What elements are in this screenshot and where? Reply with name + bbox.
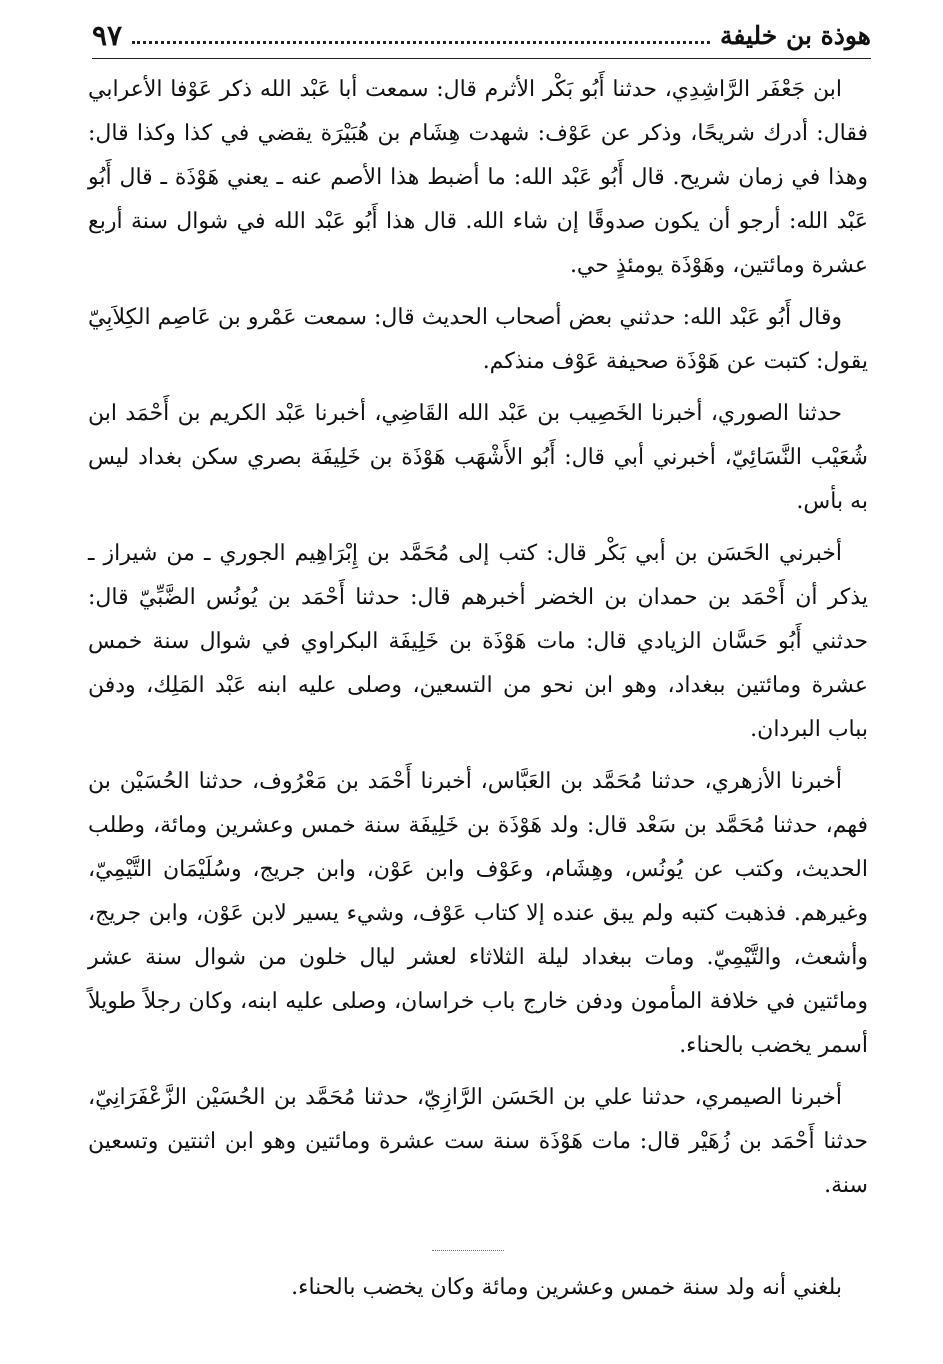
paragraph-4: أخبرني الحَسَن بن أبي بَكْر قال: كتب إلى مُحَمَّد بن إِبْرَاهِيم الجوري ـ من شيراز ـ يذكر أن أَحْمَد بن حمدان بن الخضر أخبرهم قال: حدثنا أَحْمَد بن يُونُس الضَّبِّيّ قال: حدثني أَبُو حَسَّان الزيادي قال: مات هَوْذَة بن خَلِيفَة البكراوي في شوال سنة خمس عشرة ومائتين ببغداد، وهو ابن نحو من التسعين، وصلى عليه ابنه عَبْد المَلِك، ودفن بباب البردان. [88,541,868,742]
paragraph-6: أخبرنا الصيمري، حدثنا علي بن الحَسَن الرَّازِيّ، حدثنا مُحَمَّد بن الحُسَيْن الزَّعْفَرَانِيّ، حدثنا أَحْمَد بن زُهَيْر قال: مات هَوْذَة سنة ست عشرة ومائتين وهو ابن اثنتين وتسعين سنة. [88,1085,868,1198]
paragraph-2: وقال أَبُو عَبْد الله: حدثني بعض أصحاب الحديث قال: سمعت عَمْرو بن عَاصِم الكِلاَبِيّ يقول: كتبت عن هَوْذَة صحيفة عَوْف منذكم. [88,305,868,374]
footnote-area [88,1266,868,1310]
page-number: ٩٧ [92,18,123,52]
footnote-separator [432,1250,504,1251]
paragraph-1: ابن جَعْفَر الرَّاشِدِي، حدثنا أَبُو بَكْر الأثرم قال: سمعت أبا عَبْد الله ذكر عَوْفا الأعرابي فقال: أدرك شريحًا، وذكر عن عَوْف: شهدت هِشَام بن هُبَيْرَة يقضي في كذا وكذا قال: وهذا في زمان شريح. قال أَبُو عَبْد الله: ما أضبط هذا الأصم عنه ـ يعني هَوْذَة ـ قال أَبُو عَبْد الله: أرجو أن يكون صدوقًا إن شاء الله. قال هذا أَبُو عَبْد الله في شوال سنة أربع عشرة ومائتين، وهَوْذَة يومئذٍ حي. [88,77,868,278]
paragraph-5: أخبرنا الأزهري، حدثنا مُحَمَّد بن العَبَّاس، أخبرنا أَحْمَد بن مَعْرُوف، حدثنا الحُسَيْن بن فهم، حدثنا مُحَمَّد بن سَعْد قال: ولد هَوْذَة بن خَلِيفَة سنة خمس وعشرين ومائة، وطلب الحديث، وكتب عن يُونُس، وهِشَام، وعَوْف وابن عَوْن، وابن جريج، وسُلَيْمَان التَّيْمِيّ، وغيرهم. فذهبت كتبه ولم يبق عنده إلا كتاب عَوْف، وشيء يسير لابن عَوْن، وابن جريج، وأشعث، والتَّيْمِيّ. ومات ببغداد ليلة الثلاثاء لعشر ليال خلون من شوال سنة عشر ومائتين في خلافة المأمون ودفن خارج باب خراسان، وصلى عليه ابنه، وكان رجلاً طويلاً أسمر يخضب بالحناء. [88,769,869,1058]
main-text [88,68,868,1216]
running-header [92,12,871,59]
footnote-text: بلغني أنه ولد سنة خمس وعشرين ومائة وكان يخضب بالحناء. [291,1275,842,1300]
paragraph-3: حدثنا الصوري، أخبرنا الخَصِيب بن عَبْد الله القَاضِي، أخبرنا عَبْد الكريم بن أَحْمَد ابن شُعَيْب النَّسَائِيّ، أخبرني أبي قال: أَبُو الأَشْهَب هَوْذَة بن خَلِيفَة بصري سكن بغداد ليس به بأس. [88,401,868,514]
header-title: هوذة بن خليفة [719,20,871,50]
header-leader-dots [132,41,710,44]
